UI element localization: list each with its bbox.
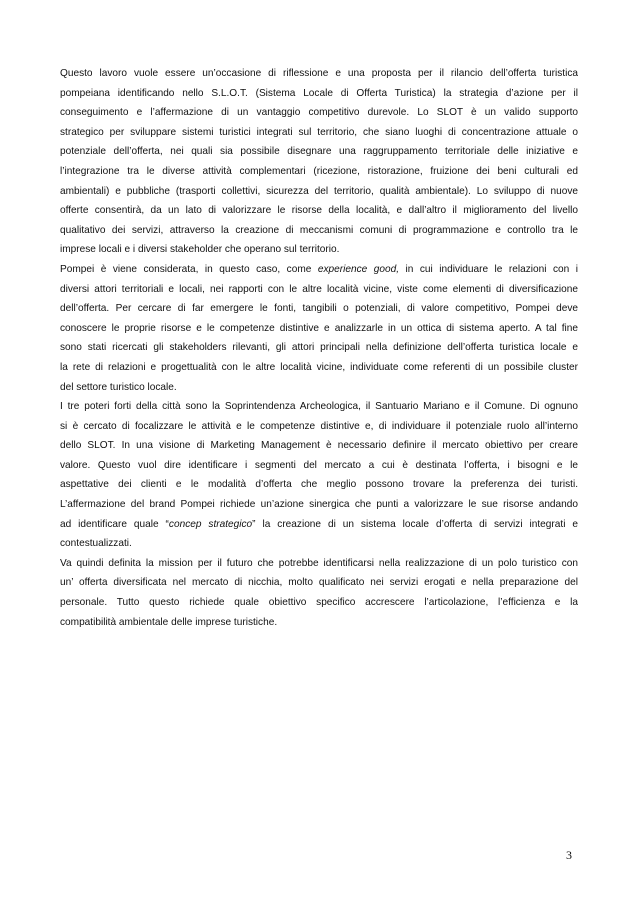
text-line: dello SLOT. In una visione di Marketing Management è necessario definire il mercato obiettivo per creare	[60, 440, 578, 452]
text-line: personale. Tutto questo richiede quale obiettivo specifico accrescere l’articolazione, l’efficienza e la	[60, 597, 578, 609]
text-line: dell’offerta. Per cercare di far emergere le fonti, tangibili o potenziali, di valore competitivo, Pompei deve	[60, 303, 578, 315]
text-line: del settore turistico locale.	[60, 381, 177, 393]
text-line: l’integrazione tra le diverse attività complementari (ricezione, ristorazione, fruizione dei beni culturali ed	[60, 165, 578, 177]
text-line: imprese locali e i diversi stakeholder che operano sul territorio.	[60, 244, 340, 256]
italic-term: experience good,	[317, 263, 400, 275]
text-line: sono stati ricercati gli stakeholders rilevanti, gli attori principali nella definizione dell’offerta turistica locale e	[60, 342, 578, 354]
text-line: si è cercato di focalizzare le attività e le competenze distintive e, di individuare il potenziale ruolo all’interno	[60, 420, 578, 432]
text-line: strategico per sviluppare sistemi turistici integrati sul territorio, che siano luoghi di concentrazione attuale o	[60, 126, 578, 138]
text-line: pompeiana identificando nello S.L.O.T. (Sistema Locale di Offerta Turistica) la strategia d’azione per il	[60, 87, 578, 99]
body-text	[60, 64, 578, 632]
italic-term: concep strategico	[168, 518, 253, 530]
text-line: Questo lavoro vuole essere un’occasione di riflessione e una proposta per il rilancio dell’offerta turistica	[60, 68, 578, 79]
text-line: offerte consentirà, da un lato di valorizzare le risorse della località, e dall’altro il miglioramento del livello	[60, 205, 578, 217]
text-line: Va quindi definita la mission per il futuro che potrebbe identificarsi nella realizzazione di un polo turistico con	[60, 557, 578, 569]
text-line: potenziale dell’offerta, nei quali sia possibile disegnare una raggruppamento territoriale delle iniziative e	[60, 146, 578, 158]
text-line: conseguimento e l’affermazione di un vantaggio competitivo durevole. Lo SLOT è un valido supporto	[60, 107, 578, 119]
text-line: diversi attori territoriali e locali, nei rapporti con le altre località vicine, viste come elementi di diversificazione	[60, 283, 578, 295]
text-line: conoscere le proprie risorse e le competenze distintive e analizzarle in un ottica di sistema aperto. A tal fine	[60, 322, 578, 334]
text-line: contestualizzati.	[60, 538, 132, 550]
text-line: aspettative dei clienti e le modalità d’offerta che meglio possono trovare la preferenza dei turisti.	[60, 479, 578, 491]
text-line: Pompei è viene considerata, in questo caso, come experience good, in cui individuare le relazioni con i	[60, 263, 578, 275]
text-line: la rete di relazioni e progettualità con le altre località vicine, individuate come referenti di un possibile cluster	[60, 361, 578, 373]
text-line: compatibilità ambientale delle imprese turistiche.	[60, 616, 278, 628]
text-line: I tre poteri forti della città sono la Soprintendenza Archeologica, il Santuario Mariano e il Comune. Di ognuno	[60, 401, 578, 413]
text-line: ad identificare quale “concep strategico” la creazione di un sistema locale d’offerta di servizi integrati e	[60, 518, 578, 530]
text-line: valore. Questo vuol dire identificare i segmenti del mercato a cui è destinata l’offerta, i bisogni e le	[60, 459, 578, 471]
text-line: qualitativo dei servizi, attraverso la creazione di meccanismi comuni di programmazione e controllo tra le	[60, 224, 578, 236]
text-line: un’ offerta diversificata nel mercato di nicchia, molto qualificato nei servizi erogati e nella preparazione del	[60, 577, 578, 589]
text-line: ambientali) e pubbliche (trasporti collettivi, sicurezza del territorio, qualità ambientale). Lo sviluppo di nuove	[60, 185, 578, 197]
page-number: 3	[566, 848, 572, 862]
text-line: L’affermazione del brand Pompei richiede un’azione sinergica che punti a valorizzare le sue risorse andando	[60, 499, 578, 511]
